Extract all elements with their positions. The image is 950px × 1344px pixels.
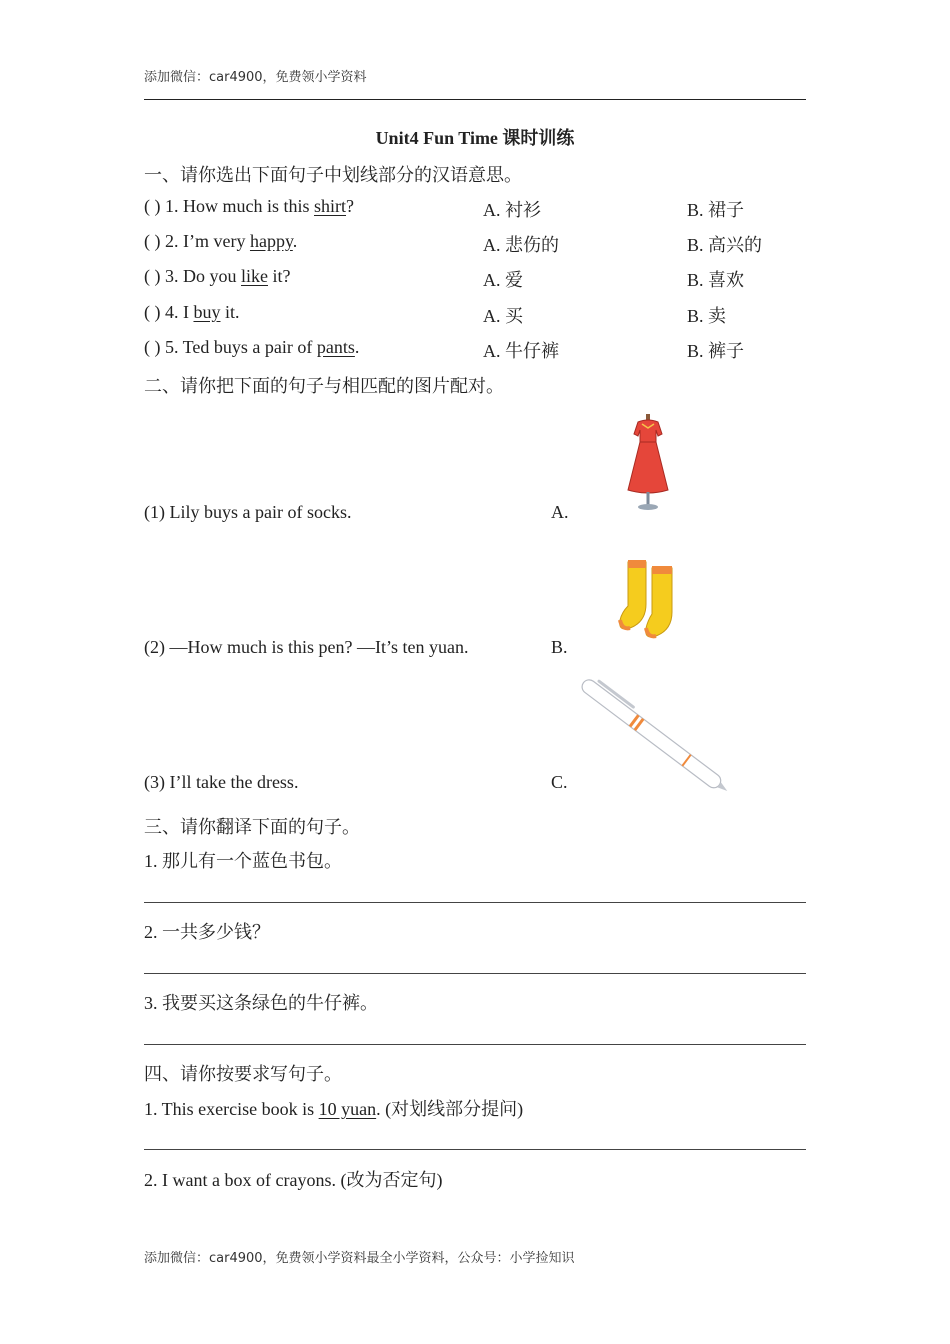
underlined-word: like <box>241 266 268 286</box>
option-b: B. 高兴的 <box>687 235 763 255</box>
socks-icon <box>614 556 684 642</box>
header-note: 添加微信：car4900，免费领小学资料 <box>144 70 367 85</box>
underlined-phrase: 10 yuan <box>318 1099 377 1119</box>
footer-note: 添加微信：car4900，免费领小学资料最全小学资料，公众号：小学捡知识 <box>144 1251 575 1266</box>
rewrite-item-1: 1. This exercise book is 10 yuan. (对划线部分提问) <box>144 1099 524 1119</box>
option-b: B. 卖 <box>687 306 727 326</box>
question-3: ( ) 3. Do you like it? <box>144 266 291 286</box>
rewrite-item-2: 2. I want a box of crayons. (改为否定句) <box>144 1170 443 1190</box>
pen-icon <box>570 674 730 794</box>
answer-line <box>144 1044 806 1045</box>
answer-line <box>144 902 806 903</box>
match-option-a: A. <box>551 502 569 522</box>
option-b: B. 裤子 <box>687 341 745 361</box>
option-a: A. 爱 <box>483 270 523 290</box>
question-1: ( ) 1. How much is this shirt? <box>144 196 355 216</box>
question-5: ( ) 5. Ted buys a pair of pants. <box>144 337 360 357</box>
underlined-word: shirt <box>314 196 347 216</box>
section3-heading: 三、请你翻译下面的句子。 <box>144 817 360 837</box>
page-title: Unit4 Fun Time 课时训练 <box>375 128 575 148</box>
option-a: A. 衬衫 <box>483 200 541 220</box>
translate-item-2: 2. 一共多少钱？ <box>144 922 270 942</box>
question-2: ( ) 2. I’m very happy. <box>144 231 298 251</box>
option-a: A. 悲伤的 <box>483 235 559 255</box>
dress-icon <box>618 412 678 512</box>
answer-line <box>144 973 806 974</box>
match-sentence-3: (3) I’ll take the dress. <box>144 772 299 792</box>
header-rule <box>144 99 806 100</box>
question-4: ( ) 4. I buy it. <box>144 302 240 322</box>
section4-heading: 四、请你按要求写句子。 <box>144 1064 342 1084</box>
section1-heading: 一、请你选出下面句子中划线部分的汉语意思。 <box>144 165 522 185</box>
option-b: B. 裙子 <box>687 200 745 220</box>
underlined-word: buy <box>193 302 221 322</box>
translate-item-3: 3. 我要买这条绿色的牛仔裤。 <box>144 993 378 1013</box>
option-a: A. 买 <box>483 306 523 326</box>
underlined-word: pants <box>316 337 355 357</box>
option-a: A. 牛仔裤 <box>483 341 559 361</box>
underlined-word: happy <box>249 231 293 251</box>
match-sentence-2: (2) —How much is this pen? —It’s ten yuan. <box>144 637 469 657</box>
match-sentence-1: (1) Lily buys a pair of socks. <box>144 502 352 522</box>
match-option-c: C. <box>551 772 568 792</box>
section2-heading: 二、请你把下面的句子与相匹配的图片配对。 <box>144 376 504 396</box>
answer-line <box>144 1149 806 1150</box>
translate-item-1: 1. 那儿有一个蓝色书包。 <box>144 851 342 871</box>
match-option-b: B. <box>551 637 568 657</box>
option-b: B. 喜欢 <box>687 270 745 290</box>
